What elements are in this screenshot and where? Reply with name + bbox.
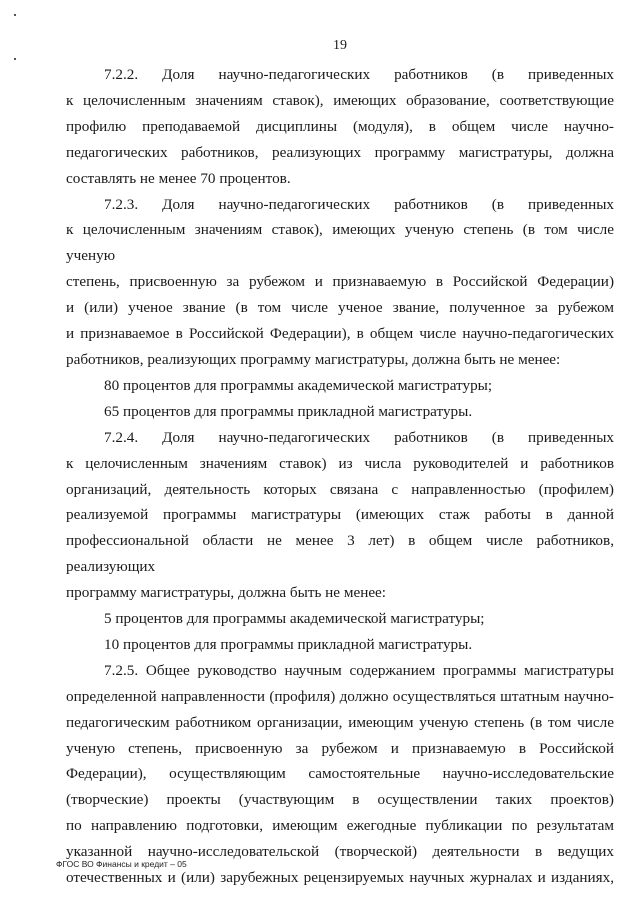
text-line: 7.2.5. Общее руководство научным содержанием программы магистратуры — [104, 661, 614, 679]
text-line: 7.2.4. Доля научно-педагогических работников (в приведенных — [104, 428, 614, 446]
paragraph-7-2-4 — [66, 425, 614, 606]
text-line: определенной направленности (профиля) должно осуществляться штатным научно- — [66, 687, 614, 705]
page-number: 19 — [333, 38, 347, 53]
list-item-academic-5: 5 процентов для программы академической магистратуры; — [104, 610, 485, 628]
text-line: реализуемой программы магистратуры (имеющих стаж работы в данной — [66, 506, 614, 524]
list-item-applied-10: 10 процентов для программы прикладной магистратуры. — [104, 635, 473, 653]
text-line: Федерации), осуществляющим самостоятельные научно-исследовательские — [66, 765, 614, 783]
text-line: отечественных и (или) зарубежных рецензируемых научных журналах и изданиях, — [66, 869, 614, 887]
text-line: педагогических работников, реализующих программу магистратуры, должна — [66, 143, 614, 161]
document-body — [66, 62, 614, 891]
text-line: программу магистратуры, должна быть не менее: — [66, 584, 387, 602]
text-line: и (или) ученое звание (в том числе ученое звание, полученное за рубежом — [66, 299, 614, 317]
text-line: ученую степень, присвоенную за рубежом и признаваемую в Российской — [66, 739, 614, 757]
text-line: 7.2.2. Доля научно-педагогических работников (в приведенных — [104, 66, 614, 83]
text-line: по направлению подготовки, имеющим ежегодные публикации по результатам — [66, 817, 614, 835]
paragraph-7-2-3 — [66, 192, 614, 373]
list-item-applied-65: 65 процентов для программы прикладной магистратуры. — [104, 402, 473, 420]
text-line: к целочисленным значениям ставок) из числа руководителей и работников — [66, 454, 614, 472]
text-line: степень, присвоенную за рубежом и признаваемую в Российской Федерации) — [66, 273, 614, 291]
text-line: профилю преподаваемой дисциплины (модуля), в общем числе научно- — [66, 117, 614, 135]
text-line: к целочисленным значениям ставок), имеющих ученую степень (в том числе ученую — [66, 221, 614, 265]
text-line: организаций, деятельность которых связана с направленностью (профилем) — [66, 480, 614, 498]
text-line: профессиональной области не менее 3 лет) в общем числе работников, реализующих — [66, 532, 614, 576]
paragraph-7-2-5 — [66, 658, 614, 891]
list-item-academic-80: 80 процентов для программы академической магистратуры; — [104, 376, 493, 394]
text-line: указанной научно-исследовательской (творческой) деятельности в ведущих — [66, 843, 614, 861]
document-footer: ФГОС ВО Финансы и кредит – 05 — [56, 859, 187, 869]
text-line: к целочисленным значениям ставок), имеющих образование, соответствующие — [66, 91, 614, 109]
paragraph-7-2-2 — [66, 62, 614, 192]
text-line: 7.2.3. Доля научно-педагогических работников (в приведенных — [104, 195, 614, 213]
text-line: составлять не менее 70 процентов. — [66, 169, 291, 187]
text-line: (творческие) проекты (участвующим в осуществлении таких проектов) — [66, 791, 614, 809]
scan-mark — [14, 58, 16, 60]
text-line: и признаваемое в Российской Федерации), в общем числе научно-педагогических — [66, 325, 614, 343]
scan-mark — [14, 14, 16, 16]
text-line: работников, реализующих программу магистратуры, должна быть не менее: — [66, 350, 561, 368]
text-line: педагогическим работником организации, имеющим ученую степень (в том числе — [66, 713, 614, 731]
